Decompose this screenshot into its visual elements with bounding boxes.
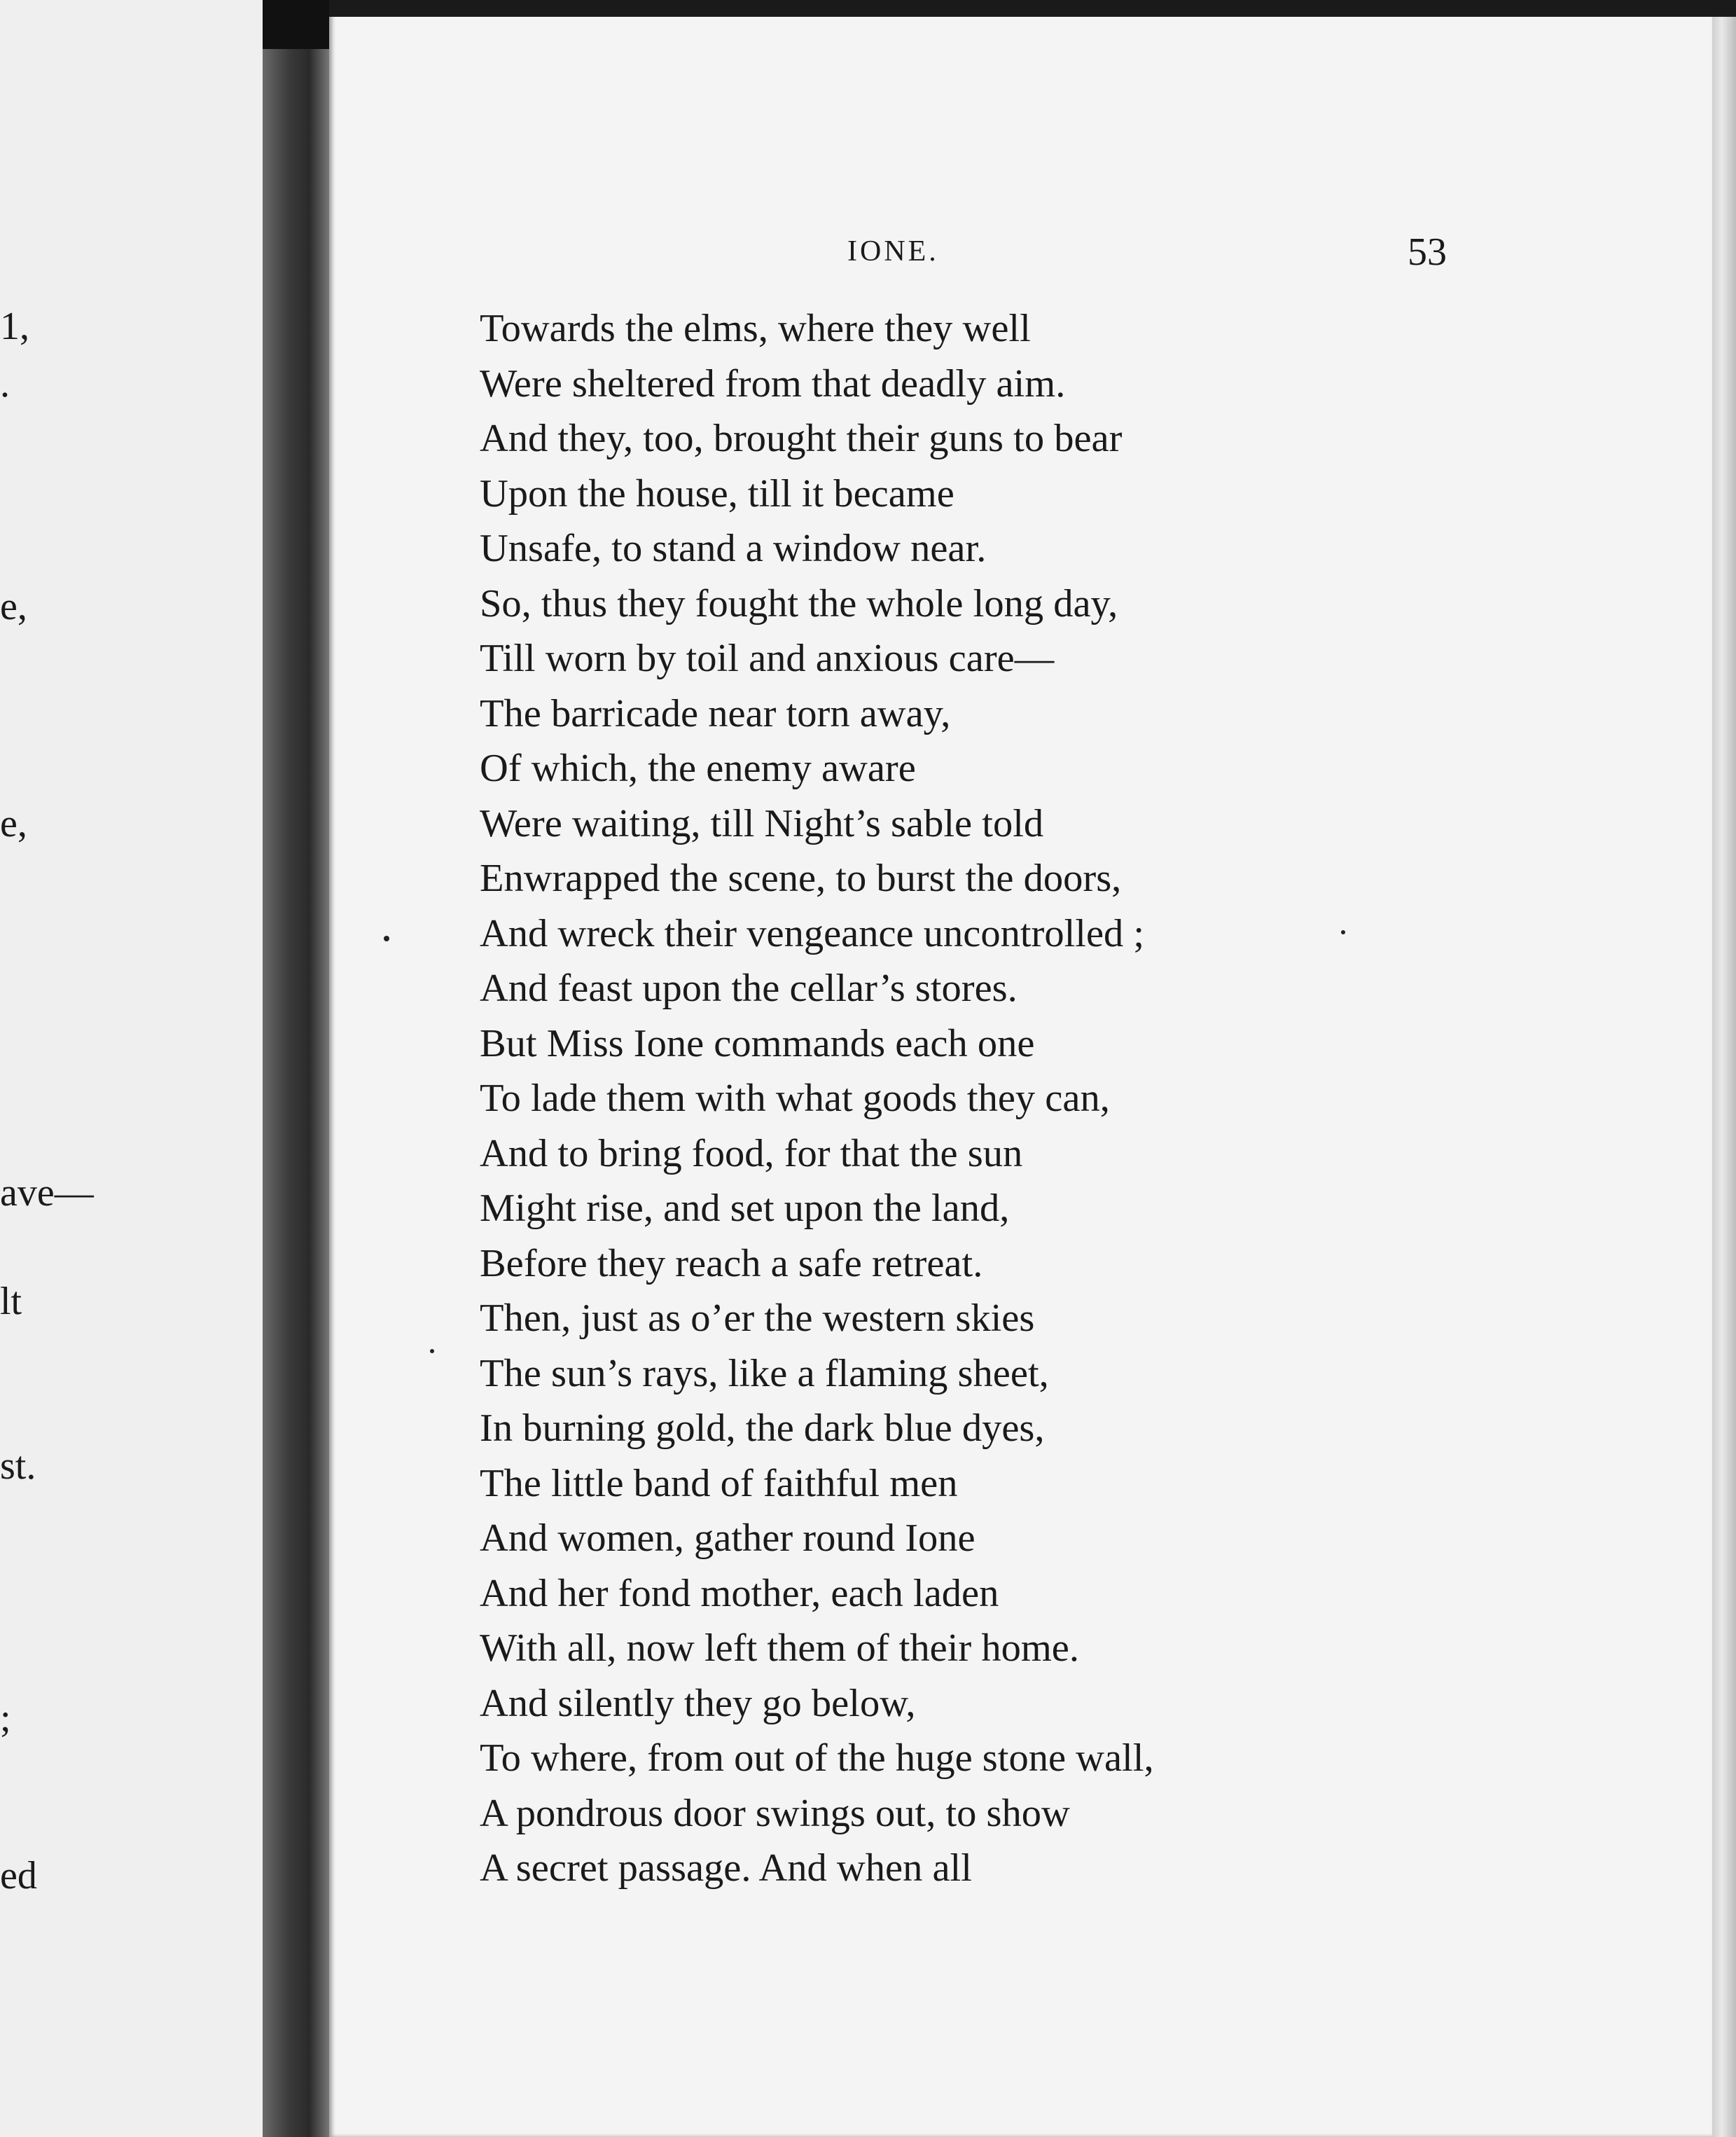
poem-line: Till worn by toil and anxious care—	[480, 637, 1055, 680]
left-page-fragment: 1,	[0, 305, 29, 348]
gutter-shadow	[263, 0, 329, 49]
page-edge	[1712, 0, 1736, 2137]
left-page-fragment: lt	[0, 1280, 22, 1323]
book-gutter	[263, 0, 329, 2137]
poem-line: But Miss Ione commands each one	[480, 1021, 1035, 1065]
poem-line: Enwrapped the scene, to burst the doors,	[480, 857, 1122, 900]
poem-line: The sun’s rays, like a flaming sheet,	[480, 1351, 1049, 1395]
poem-line: To where, from out of the huge stone wall,	[480, 1736, 1154, 1780]
facing-page-left	[0, 0, 266, 2137]
left-page-fragment: .	[0, 362, 10, 406]
poem-line: Were sheltered from that deadly aim.	[480, 361, 1066, 406]
print-speck	[1341, 930, 1345, 934]
poem-line: Unsafe, to stand a window near.	[480, 527, 987, 570]
poem-line: And they, too, brought their guns to bear	[480, 417, 1123, 460]
page-number: 53	[1408, 230, 1447, 274]
poem-line: To lade them with what goods they can,	[480, 1077, 1110, 1120]
poem-line: And silently they go below,	[480, 1681, 916, 1725]
poem-line: Upon the house, till it became	[480, 471, 954, 516]
poem-line: Towards the elms, where they well	[480, 307, 1031, 350]
poem-line: With all, now left them of their home.	[480, 1626, 1079, 1670]
poem-line: And women, gather round Ione	[480, 1516, 975, 1560]
poem-line: A pondrous door swings out, to show	[480, 1791, 1070, 1835]
print-speck	[384, 936, 389, 941]
poem-line: And to bring food, for that the sun	[480, 1131, 1023, 1175]
running-head: IONE.	[847, 235, 939, 268]
poem-text	[480, 301, 1154, 1896]
left-page-fragment: ed	[0, 1854, 37, 1897]
left-page-fragment: st.	[0, 1444, 36, 1488]
left-page-fragment: ;	[0, 1696, 11, 1740]
poem-line: The barricade near torn away,	[480, 691, 951, 735]
left-page-fragment: e,	[0, 802, 27, 845]
poem-line: Were waiting, till Night’s sable told	[480, 801, 1044, 845]
poem-line: A secret passage. And when all	[480, 1846, 972, 1890]
poem-line: The little band of faithful men	[480, 1461, 958, 1505]
poem-line: And her fond mother, each laden	[480, 1571, 999, 1615]
poem-line: In burning gold, the dark blue dyes,	[480, 1406, 1045, 1450]
left-page-fragment: e,	[0, 585, 27, 628]
poem-line: Before they reach a safe retreat.	[480, 1241, 983, 1285]
scan-border-top	[329, 0, 1736, 17]
poem-line: Of which, the enemy aware	[480, 747, 916, 790]
poem-line: Then, just as o’er the western skies	[480, 1296, 1035, 1340]
left-page-fragment: ave—	[0, 1171, 94, 1215]
poem-line: And feast upon the cellar’s stores.	[480, 967, 1018, 1010]
poem-line: And wreck their vengeance uncontrolled ;	[480, 911, 1145, 955]
poem-line: So, thus they fought the whole long day,	[480, 581, 1118, 625]
poem-line: Might rise, and set upon the land,	[480, 1187, 1010, 1230]
print-speck	[430, 1349, 434, 1353]
